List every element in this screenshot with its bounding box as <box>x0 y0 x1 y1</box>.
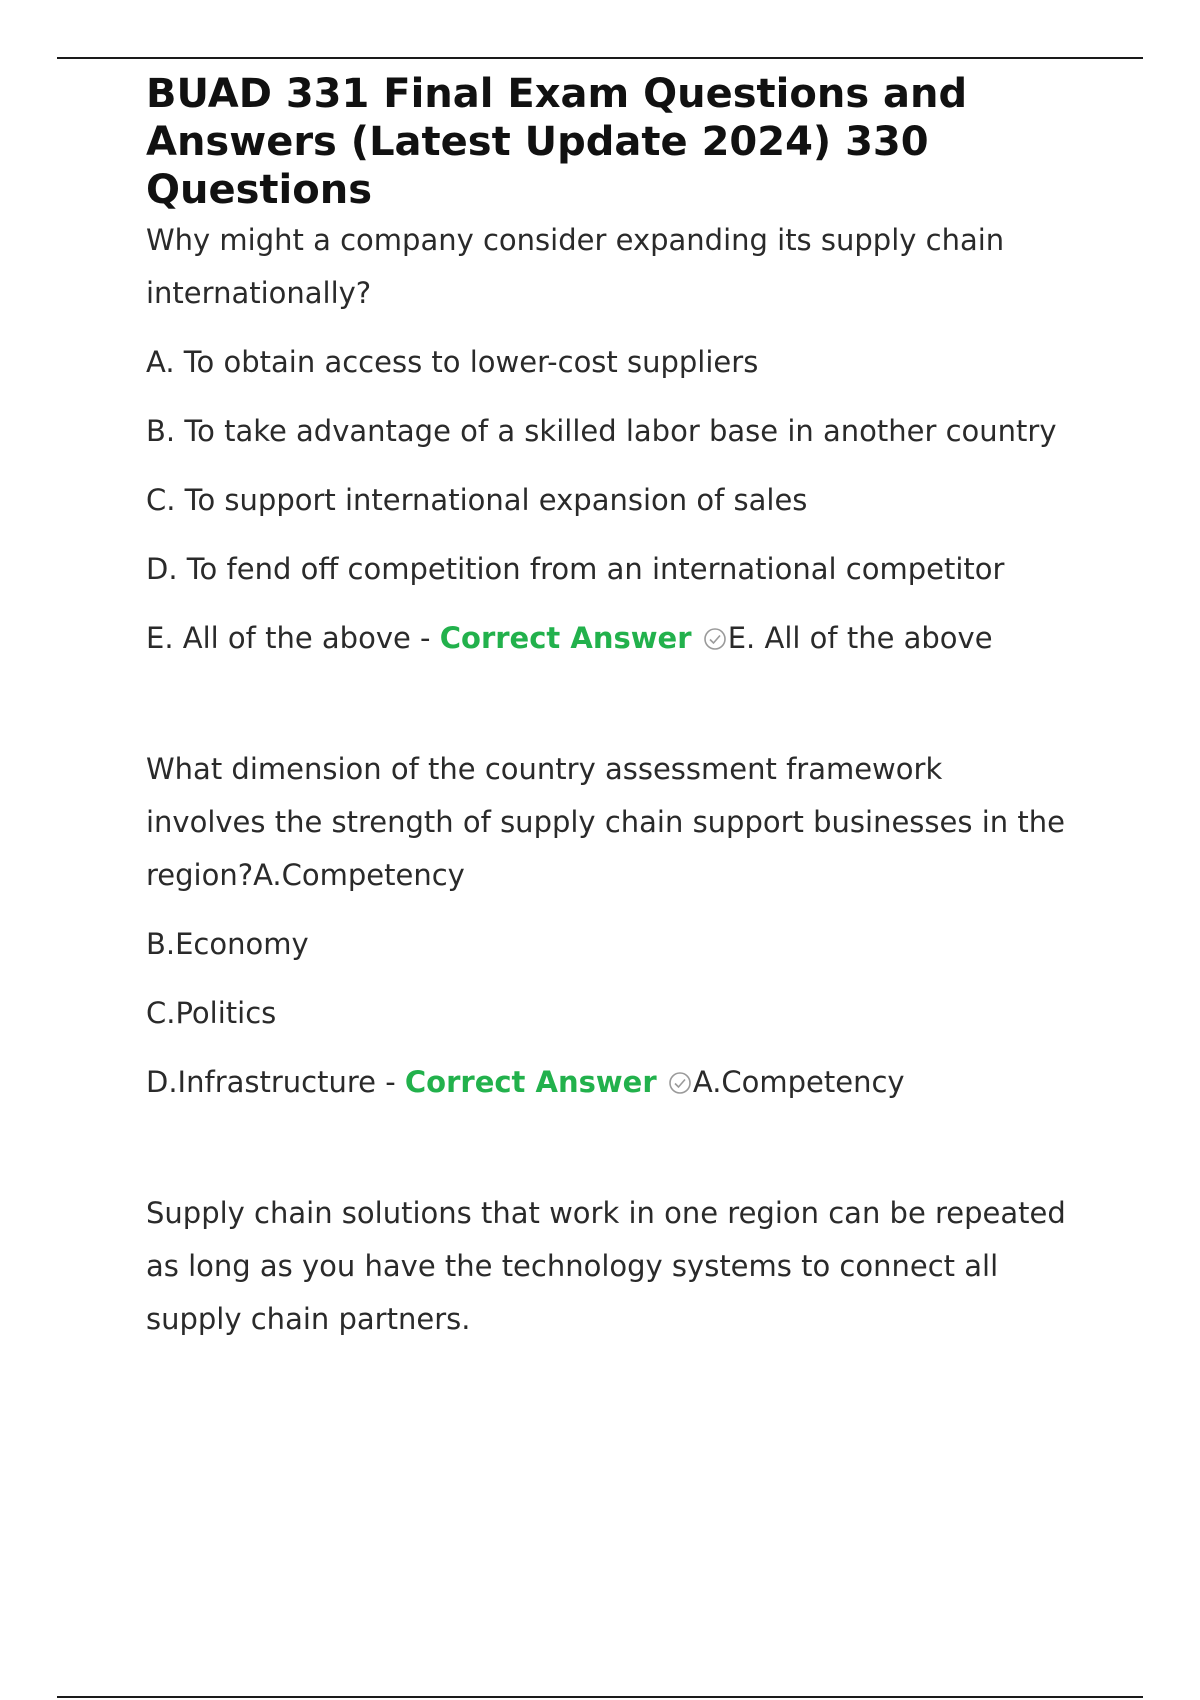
question-2 <box>146 743 1066 1109</box>
question-prompt: Why might a company consider expanding its supply chain internationally? <box>146 223 1005 310</box>
document-title: BUAD 331 Final Exam Questions and Answers (Latest Update 2024) 330 Questions <box>146 71 968 213</box>
option-c: C.Politics <box>146 996 277 1030</box>
bottom-divider <box>57 1696 1143 1698</box>
question-prompt: What dimension of the country assessment framework involves the strength of supply chain support businesses in the region?A.Competency <box>146 752 1065 892</box>
correct-answer-label: Correct Answer <box>404 1065 657 1099</box>
question-1 <box>146 214 1066 665</box>
question-prompt: Supply chain solutions that work in one region can be repeated as long as you have the technology systems to connect all supply chain partners. <box>146 1196 1066 1336</box>
option-b: B. To take advantage of a skilled labor base in another country <box>146 414 1057 448</box>
correct-answer-label: Correct Answer <box>439 621 692 655</box>
option-a: A. To obtain access to lower-cost suppliers <box>146 345 759 379</box>
correct-answer-text: E. All of the above <box>727 621 993 655</box>
correct-answer-text: A.Competency <box>692 1065 905 1099</box>
option-d: D.Infrastructure - <box>146 1065 405 1099</box>
top-divider <box>57 57 1143 59</box>
option-d-with-answer <box>146 1056 1066 1109</box>
document-body <box>146 70 1066 1346</box>
check-circle-icon <box>703 615 727 639</box>
option-b: B.Economy <box>146 927 309 961</box>
question-3 <box>146 1187 1066 1346</box>
option-e-with-answer <box>146 612 1066 665</box>
option-c: C. To support international expansion of sales <box>146 483 808 517</box>
option-d: D. To fend off competition from an international competitor <box>146 552 1005 586</box>
option-e: E. All of the above - <box>146 621 440 655</box>
check-circle-icon <box>668 1059 692 1083</box>
